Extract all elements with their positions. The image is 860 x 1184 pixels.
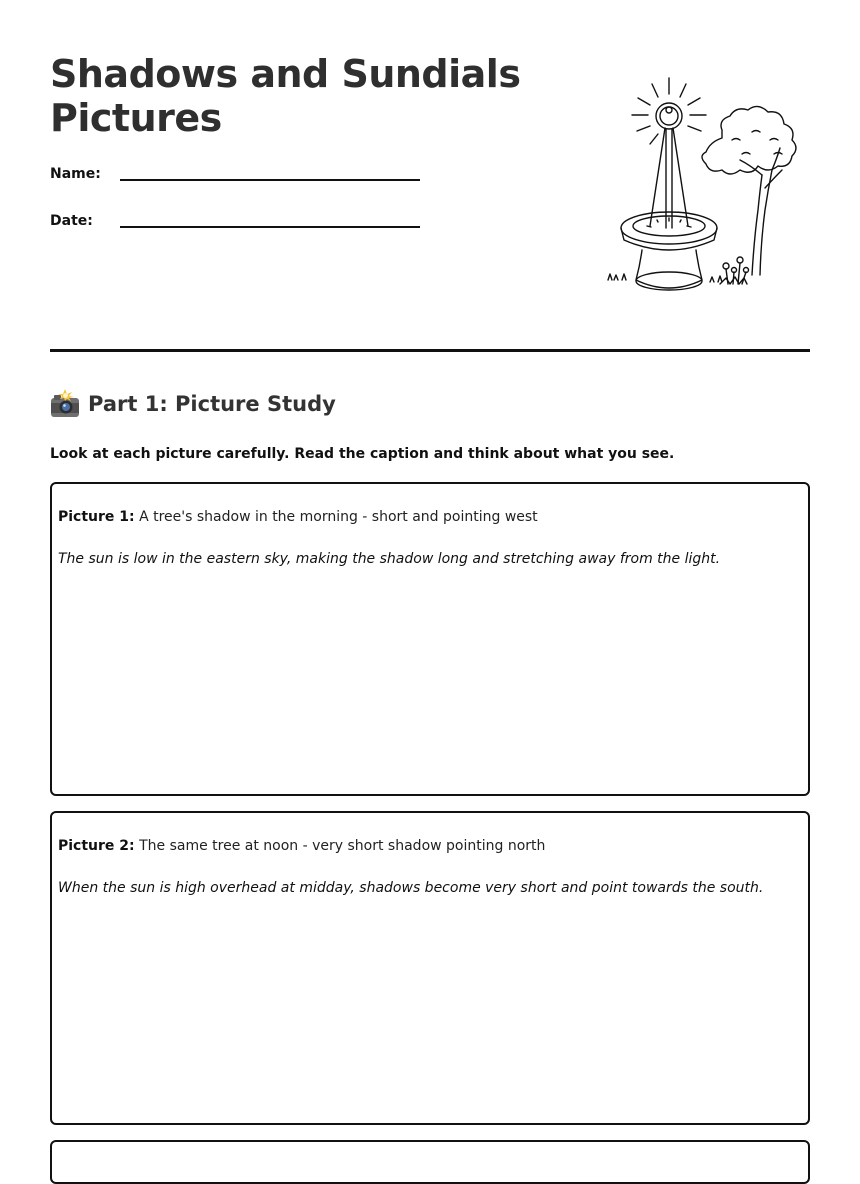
date-write-line[interactable] bbox=[120, 226, 420, 228]
name-write-line[interactable] bbox=[120, 179, 420, 181]
date-label: Date: bbox=[50, 213, 93, 229]
camera-flash-icon bbox=[50, 389, 80, 419]
worksheet-page bbox=[50, 0, 810, 1161]
part1-heading bbox=[50, 388, 336, 420]
picture-card-3 bbox=[50, 1140, 810, 1184]
page-title-line-2: Pictures bbox=[50, 96, 222, 140]
part1-heading-text: Part 1: Picture Study bbox=[88, 392, 336, 416]
picture-card-1 bbox=[50, 482, 810, 796]
picture-description: When the sun is high overhead at midday, shadows become very short and point towards the south. bbox=[58, 880, 764, 896]
tree-icon bbox=[702, 106, 796, 284]
name-field[interactable] bbox=[50, 165, 430, 189]
picture-caption bbox=[58, 508, 538, 526]
picture-description: The sun is low in the eastern sky, making the shadow long and stretching away from the light. bbox=[58, 551, 721, 567]
date-field[interactable] bbox=[50, 212, 430, 236]
picture-caption-text: The same tree at noon - very short shadow pointing north bbox=[139, 838, 546, 854]
part1-instructions: Look at each picture carefully. Read the caption and think about what you see. bbox=[50, 446, 675, 462]
picture-caption bbox=[58, 837, 545, 855]
section-divider bbox=[50, 349, 810, 352]
sundial-tree-illustration bbox=[602, 70, 802, 300]
name-label: Name: bbox=[50, 166, 101, 182]
page-title bbox=[50, 52, 550, 140]
sun-icon bbox=[632, 78, 706, 144]
picture-card-2 bbox=[50, 811, 810, 1125]
page-title-line-1: Shadows and Sundials bbox=[50, 52, 521, 96]
picture-label: Picture 1: bbox=[58, 509, 135, 525]
picture-caption-text: A tree's shadow in the morning - short and pointing west bbox=[139, 509, 538, 525]
picture-label: Picture 2: bbox=[58, 838, 135, 854]
